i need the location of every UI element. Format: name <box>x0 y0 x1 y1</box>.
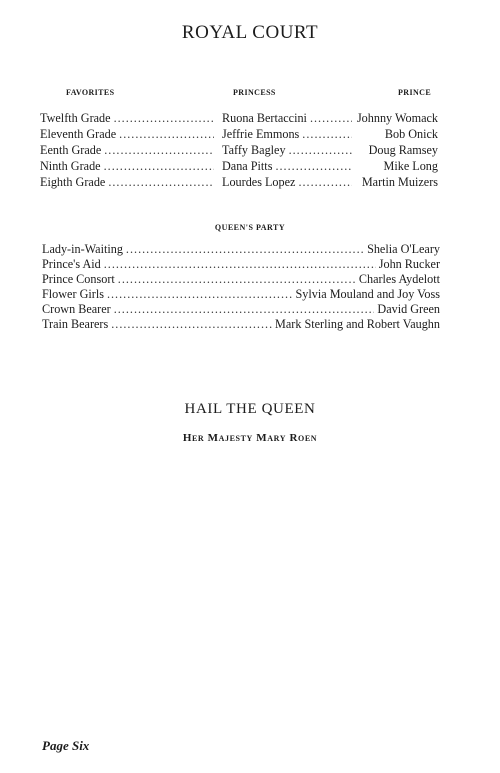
party-role: Flower Girls <box>42 287 104 301</box>
prince-name: Martin Muizers <box>361 175 438 189</box>
party-row <box>42 271 440 287</box>
court-row <box>40 110 440 126</box>
dot-leader <box>118 271 356 287</box>
party-row <box>42 286 440 302</box>
dot-leader <box>107 286 293 302</box>
dot-leader <box>111 316 272 332</box>
dot-leader <box>119 126 214 142</box>
court-row <box>40 174 440 190</box>
header-princess: PRINCESS <box>233 88 276 97</box>
prince-name: Doug Ramsey <box>368 143 438 157</box>
dot-leader <box>289 142 352 158</box>
grade-label: Twelfth Grade <box>40 111 111 125</box>
princess-name: Dana Pitts <box>222 159 273 173</box>
header-favorites: FAVORITES <box>66 88 115 97</box>
dot-leader <box>108 174 214 190</box>
party-name: Shelia O'Leary <box>367 242 440 256</box>
majesty-line: Her Majesty Mary Roen <box>182 432 318 444</box>
dot-leader <box>275 158 352 174</box>
party-role: Prince Consort <box>42 272 115 286</box>
princess-name: Jeffrie Emmons <box>222 127 300 141</box>
grade-label: Eleventh Grade <box>40 127 117 141</box>
prince-name: Bob Onick <box>384 127 438 141</box>
court-row <box>40 126 440 142</box>
court-row <box>40 158 440 174</box>
party-row <box>42 301 440 317</box>
dot-leader <box>104 256 376 272</box>
page-number: Page Six <box>42 738 90 753</box>
header-prince: PRINCE <box>398 88 432 97</box>
prince-name: Mike Long <box>383 159 438 173</box>
party-heading: QUEEN'S PARTY <box>214 223 286 232</box>
grade-label: Ninth Grade <box>40 159 101 173</box>
grade-label: Eighth Grade <box>40 175 106 189</box>
princess-name: Ruona Bertaccini <box>222 111 307 125</box>
grade-label: Eenth Grade <box>40 143 102 157</box>
princess-name: Taffy Bagley <box>222 143 286 157</box>
princess-name: Lourdes Lopez <box>222 175 296 189</box>
party-row <box>42 241 440 257</box>
party-name: Charles Aydelott <box>358 272 440 286</box>
dot-leader <box>114 301 375 317</box>
dot-leader <box>104 142 214 158</box>
party-role: Crown Bearer <box>42 302 111 316</box>
dot-leader <box>310 110 352 126</box>
prince-name: Johnny Womack <box>356 111 438 125</box>
party-row <box>42 316 440 332</box>
party-name: Mark Sterling and Robert Vaughn <box>275 317 440 331</box>
party-name: David Green <box>377 302 440 316</box>
party-name: John Rucker <box>378 257 440 271</box>
page-title: ROYAL COURT <box>181 22 319 43</box>
party-row <box>42 256 440 272</box>
party-role: Lady-in-Waiting <box>42 242 123 256</box>
party-name: Sylvia Mouland and Joy Voss <box>295 287 440 301</box>
court-row <box>40 142 440 158</box>
hail-heading: HAIL THE QUEEN <box>184 401 316 417</box>
dot-leader <box>298 174 352 190</box>
dot-leader <box>302 126 352 142</box>
party-role: Prince's Aid <box>42 257 101 271</box>
dot-leader <box>126 241 364 257</box>
dot-leader <box>114 110 214 126</box>
party-role: Train Bearers <box>42 317 109 331</box>
dot-leader <box>104 158 214 174</box>
